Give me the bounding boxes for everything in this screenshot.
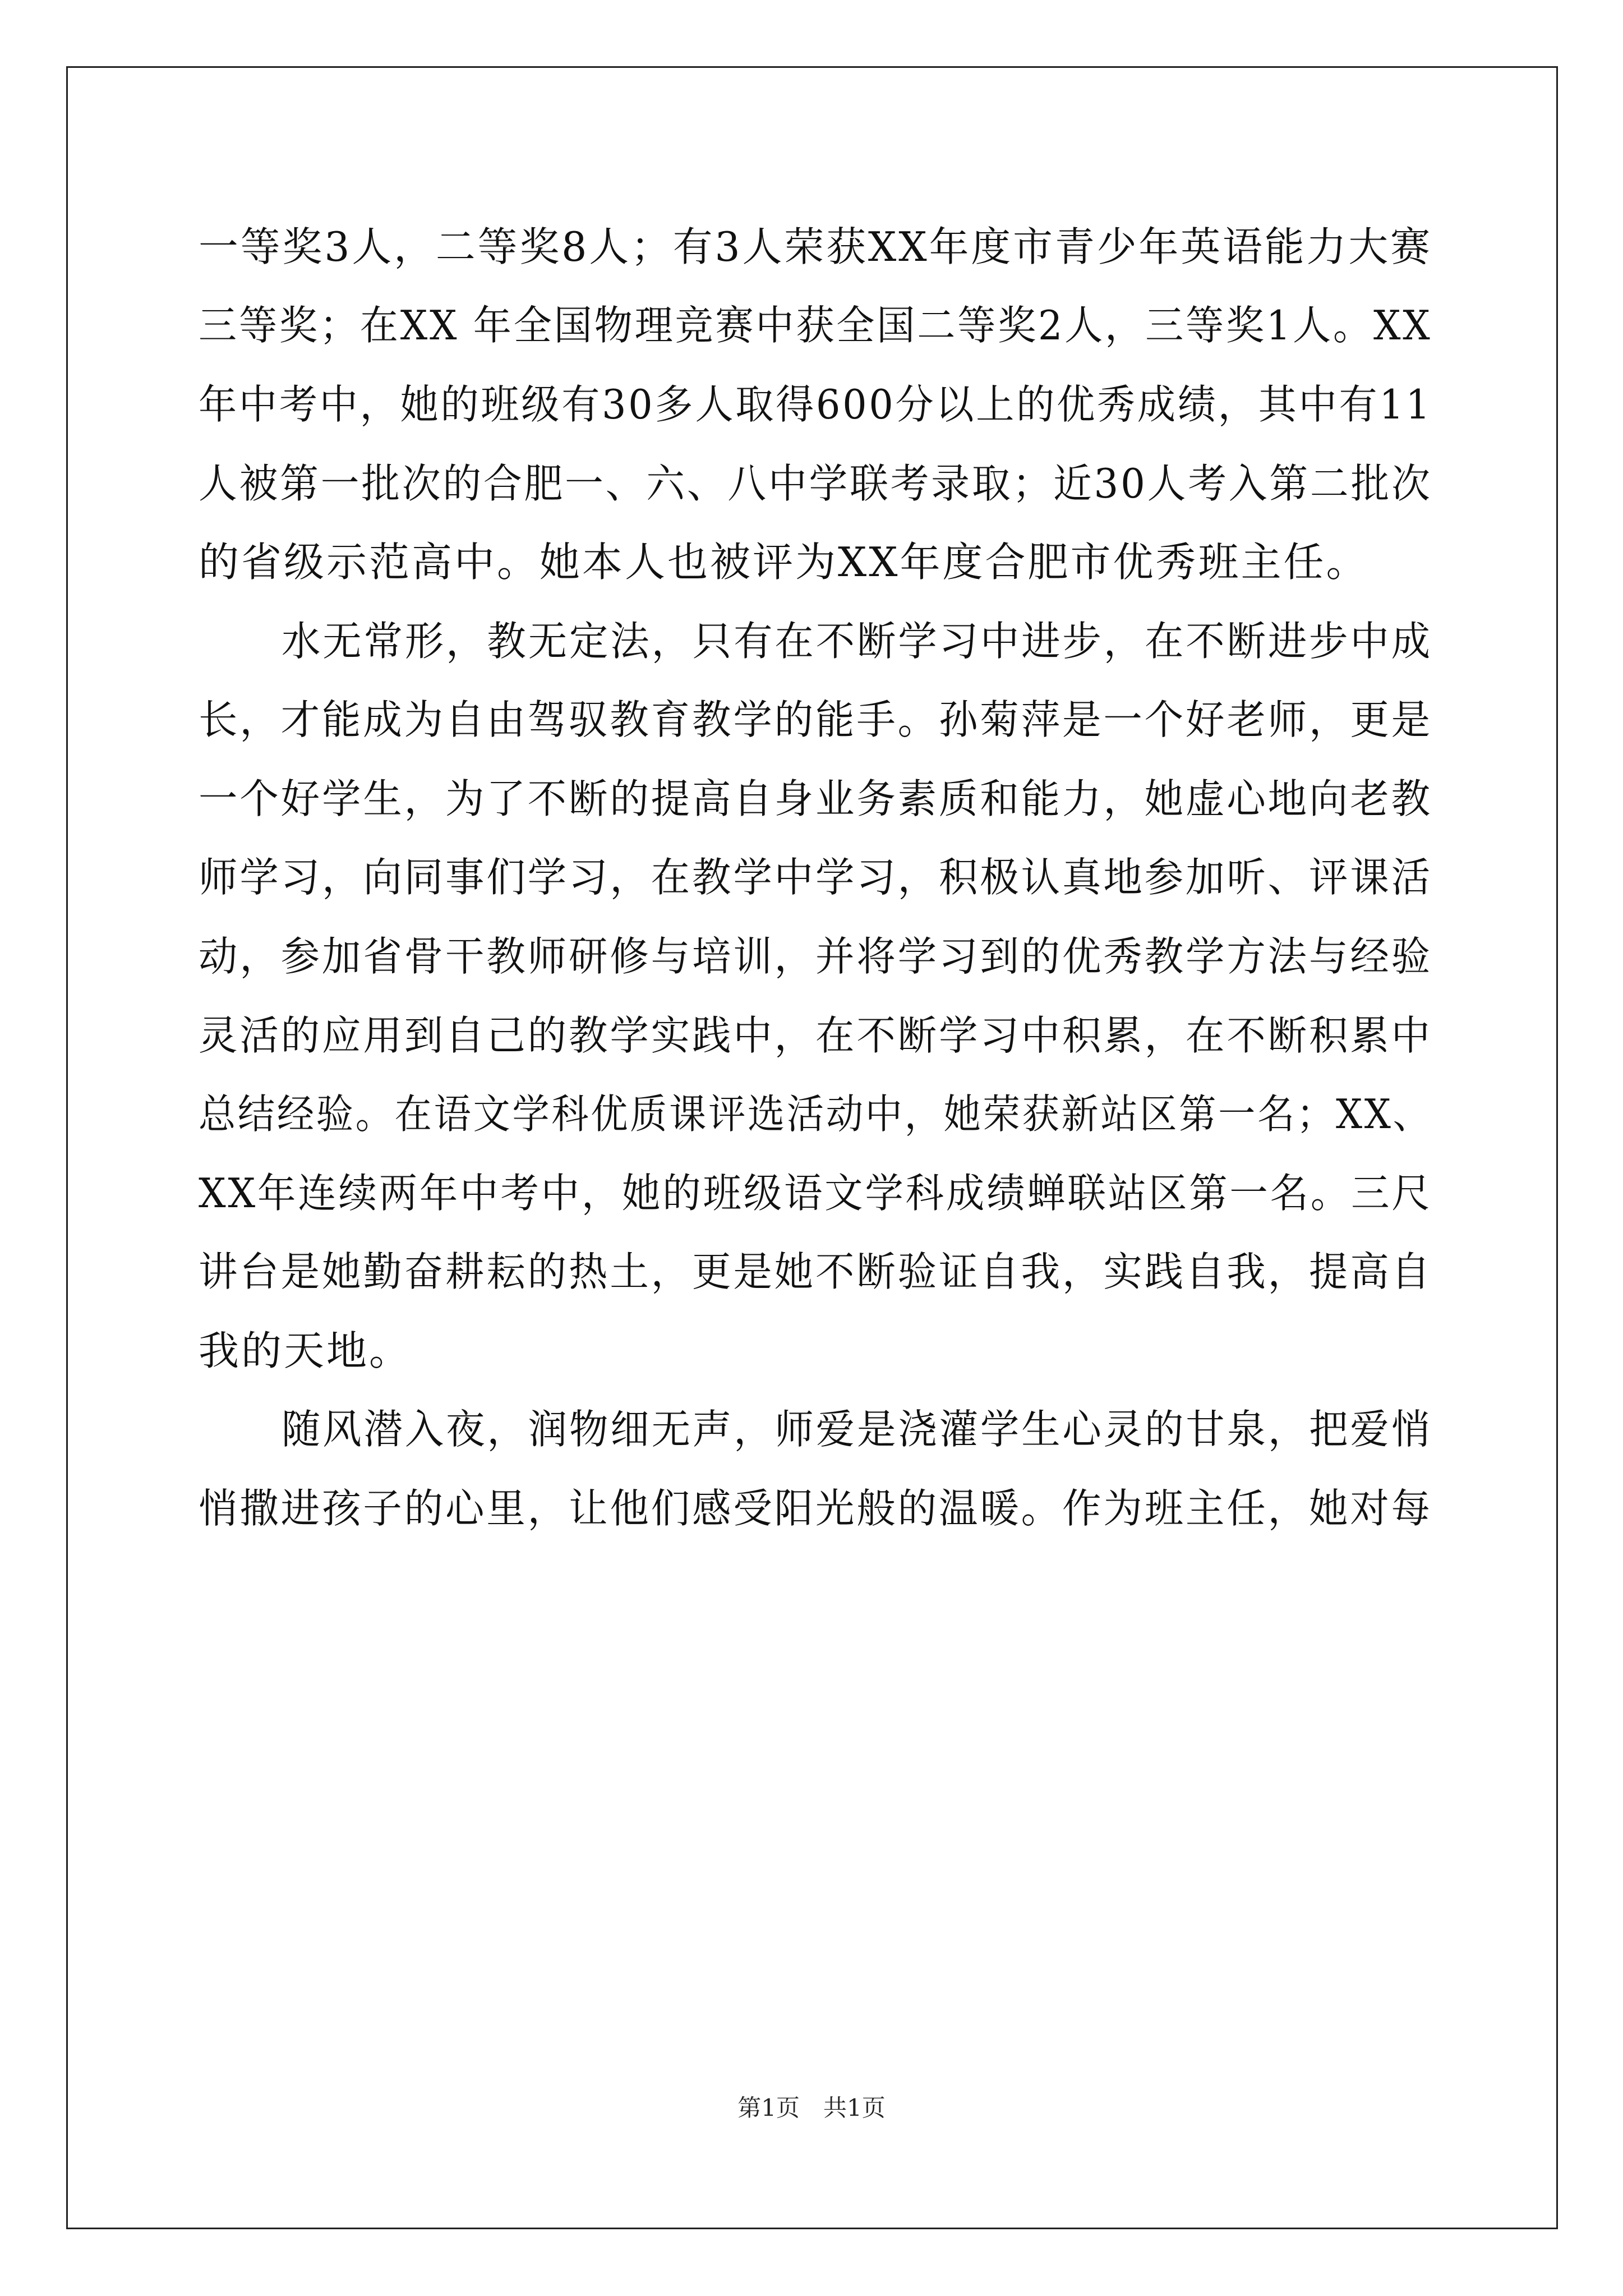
text-line: 一个好学生，为了不断的提高自身业务素质和能力，她虚心地向老教: [199, 775, 1433, 822]
paragraph-first-line: 水无常形，教无定法，只有在不断学习中进步，在不断进步中成: [282, 618, 1433, 665]
text-line: XX年连续两年中考中，她的班级语文学科成绩蝉联站区第一名。三尺: [199, 1170, 1432, 1217]
text-line: 灵活的应用到自己的教学实践中，在不断学习中积累，在不断积累中: [199, 1012, 1433, 1059]
text-line: 年中考中，她的班级有30多人取得600分以上的优秀成绩，其中有11: [199, 381, 1432, 428]
text-line: 一等奖3人，二等奖8人；有3人荣获XX年度市青少年英语能力大赛: [199, 223, 1432, 270]
text-line: 我的天地。: [199, 1327, 412, 1374]
text-line: 动，参加省骨干教师研修与培训，并将学习到的优秀教学方法与经验: [199, 933, 1433, 980]
text-line: 总结经验。在语文学科优质课评选活动中，她荣获新站区第一名；XX、: [199, 1091, 1432, 1138]
text-line: 三等奖；在XX 年全国物理竞赛中获全国二等奖2人，三等奖1人。XX: [199, 302, 1432, 349]
page-number: 第1页 共1页: [737, 2094, 886, 2122]
text-line: 的省级示范高中。她本人也被评为XX年度合肥市优秀班主任。: [199, 539, 1369, 586]
text-line: 悄撒进孩子的心里，让他们感受阳光般的温暖。作为班主任，她对每: [199, 1485, 1433, 1532]
paragraph-first-line: 随风潜入夜，润物细无声，师爱是浇灌学生心灵的甘泉，把爱悄: [282, 1406, 1433, 1453]
text-line: 师学习，向同事们学习，在教学中学习，积极认真地参加听、评课活: [199, 854, 1433, 901]
text-line: 人被第一批次的合肥一、六、八中学联考录取；近30人考入第二批次: [199, 460, 1432, 507]
text-line: 长，才能成为自由驾驭教育教学的能手。孙菊萍是一个好老师，更是: [199, 696, 1433, 743]
text-line: 讲台是她勤奋耕耘的热土，更是她不断验证自我，实践自我，提高自: [199, 1248, 1433, 1295]
